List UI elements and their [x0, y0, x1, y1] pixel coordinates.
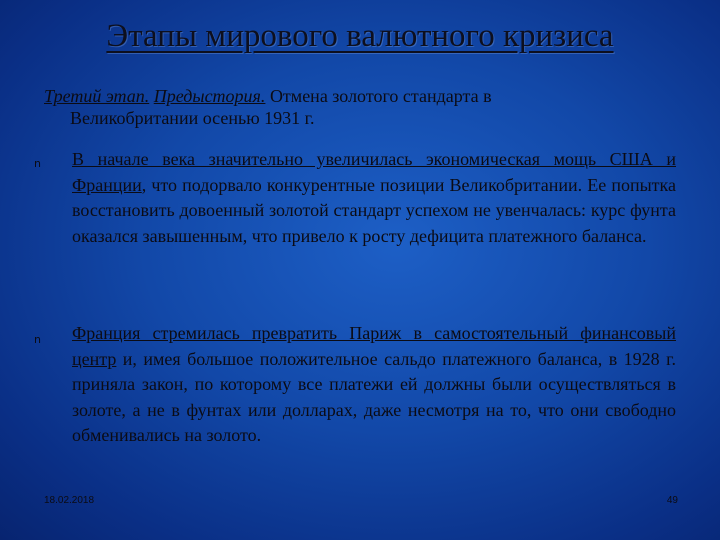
intro-stage-label: Третий этап.: [44, 86, 150, 106]
intro-text: Отмена золотого стандарта в: [269, 86, 492, 106]
bullet-text: и, имея большое положительное сальдо платежного баланса, в 1928 г. приняла закон, по которому все платежи ей должны были осуществляться в золоте, а не в фунтах или долларах, даже несмотря на то, что они свободно обменивались на золото.: [72, 348, 676, 445]
bullet-underlined-text: Франция стремилась превратить Париж в самостоятельный финансовый центр: [72, 323, 676, 369]
intro-prehistory-label: Предыстория.: [153, 86, 266, 106]
intro-paragraph: [44, 85, 676, 129]
bullet-text: , что подорвало конкурентные позиции Великобритании. Ее попытка восстановить довоенный золотой стандарт успехом не увенчалась: курс фунта оказался завышенным, что привело к росту дефицита платежного баланса.: [72, 174, 676, 246]
footer-page-number: 49: [666, 495, 678, 506]
intro-text-continued: Великобритании осенью 1931 г.: [70, 108, 315, 128]
footer-date: 18.02.2018: [44, 495, 95, 506]
bullet-marker-icon: n: [34, 333, 41, 346]
bullet-item: [34, 321, 676, 449]
bullet-item: [34, 147, 676, 249]
bullet-underlined-text: В начале века значительно увеличилась экономическая мощь США и Франции: [72, 149, 676, 195]
slide-title: Этапы мирового валютного кризиса: [106, 18, 614, 54]
bullet-marker-icon: n: [34, 157, 41, 170]
